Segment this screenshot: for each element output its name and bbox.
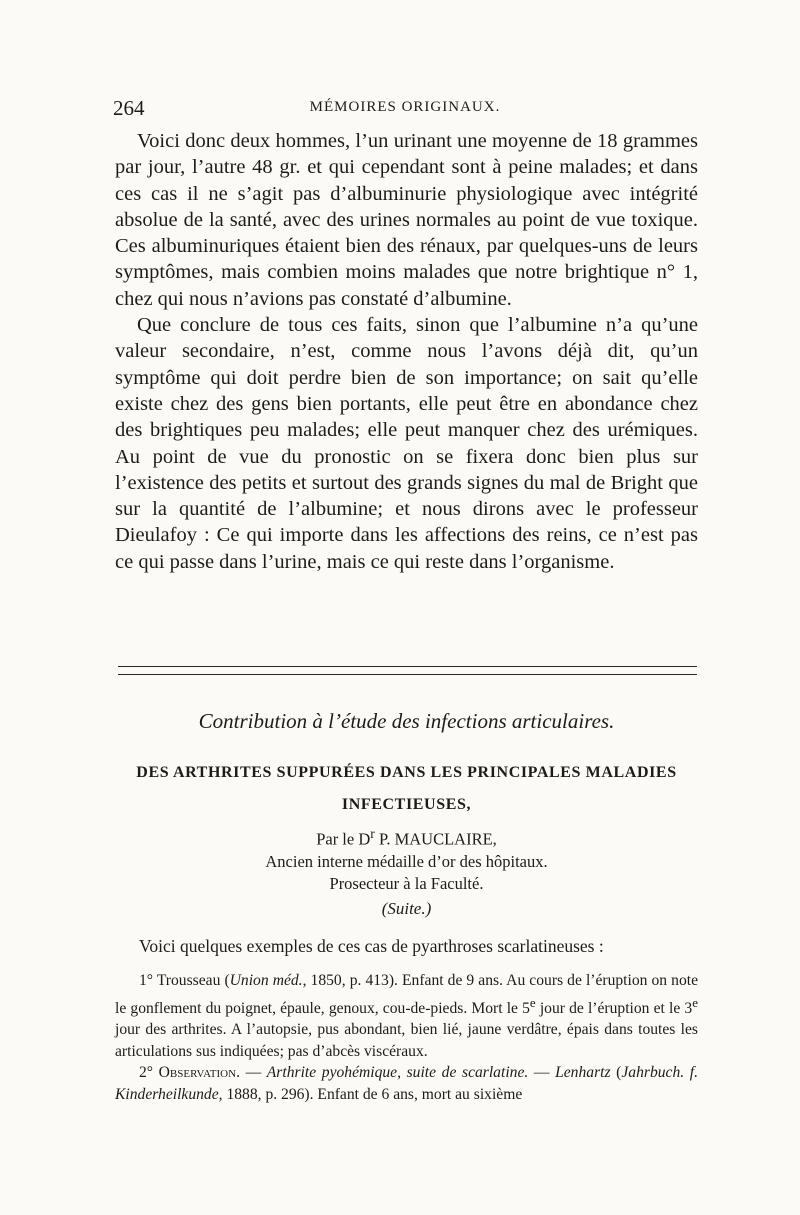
author-ref: Lenhartz bbox=[555, 1064, 611, 1082]
note-text: jour de l’éruption et le 3 bbox=[535, 999, 693, 1017]
heading-line: INFECTIEUSES, bbox=[341, 796, 472, 813]
observation-label: Observation. bbox=[153, 1064, 240, 1082]
note-number: 2° bbox=[139, 1064, 154, 1082]
author-line bbox=[115, 823, 698, 851]
intro-paragraph: Voici quelques exemples de ces cas de pyarthroses scarlatineuses : bbox=[139, 936, 604, 956]
note-text: — bbox=[239, 1064, 267, 1082]
journal-name: Jahrbuch. f. Kinderheilkunde, bbox=[115, 1064, 698, 1103]
note-text: jour des arthrites. A l’autopsie, pus abondant, bien lié, jaune verdâtre, épais dans toutes les articulations sus indiquées; pas d’abcès viscéraux. bbox=[115, 1021, 698, 1060]
author-byline bbox=[115, 823, 698, 895]
divider-rule bbox=[118, 666, 697, 667]
section-divider bbox=[118, 666, 697, 675]
page-number: 264 bbox=[113, 96, 145, 120]
paragraph: Voici donc deux hommes, l’un urinant une moyenne de 18 grammes par jour, l’autre 48 gr. et qui cependant sont à peine malades; et dans ces cas il ne s’agit pas d’albuminurie physiologique avec intégrité absolue de la santé, avec des urines normales au point de vue toxique. Ces albuminuriques étaient bien des rénaux, par quelques-uns de leurs symptômes, mais combien moins malades que notre brightique n° 1, chez qui nous n’avions pas constaté d’albumine. bbox=[115, 130, 698, 310]
case-note bbox=[115, 1062, 698, 1105]
note-text: Trousseau ( bbox=[153, 972, 230, 989]
article-title: Contribution à l’étude des infections articulaires. bbox=[198, 709, 615, 733]
note-text: — bbox=[528, 1064, 556, 1082]
heading-line: DES ARTHRITES SUPPURÉES DANS LES PRINCIPALES MALADIES bbox=[136, 764, 677, 781]
superscript: e bbox=[692, 994, 698, 1010]
continuation-marker: (Suite.) bbox=[381, 899, 432, 918]
case-note bbox=[115, 970, 698, 1062]
page-header bbox=[113, 96, 697, 122]
note-text: , 1850, p. 413). Enfant de 9 ans. Au cours de l’éruption on note le gonflement du poignet, épaule, genoux, cou-de-pieds. Mort le 5 bbox=[115, 972, 699, 1017]
paragraph: Que conclure de tous ces faits, sinon que l’albumine n’a qu’une valeur secondaire, n’est, comme nous l’avons déjà dit, qu’un symptôme qui doit perdre bien de son importance; on sait qu’elle existe chez des gens bien portants, elle peut être en abondance chez des brightiques peu malades; elle peut manquer chez des urémiques. Au point de vue du pronostic on se fixera donc bien plus sur l’existence des petits et surtout des grands signes du mal de Bright que sur la quantité de l’albumine; et nous dirons avec le professeur Dieulafoy : Ce qui importe dans les affections des reins, ce n’est pas ce qui passe dans l’urine, mais ce qui reste dans l’organisme. bbox=[115, 314, 698, 573]
case-title: Arthrite pyohémique, suite de scarlatine. bbox=[266, 1064, 529, 1082]
author-name: P. MAUCLAIRE, bbox=[374, 829, 497, 849]
author-prefix: Par le D bbox=[316, 829, 371, 849]
author-superscript: r bbox=[370, 826, 375, 841]
case-notes bbox=[115, 970, 698, 1105]
body-text bbox=[115, 128, 698, 575]
author-affiliation: Prosecteur à la Faculté. bbox=[329, 873, 484, 893]
note-text: 1888, p. 296). Enfant de 6 ans, mort au sixième bbox=[222, 1085, 523, 1103]
running-head: MÉMOIRES ORIGINAUX. bbox=[309, 99, 501, 115]
superscript: e bbox=[529, 994, 536, 1010]
divider-rule bbox=[118, 674, 697, 675]
note-text: ( bbox=[610, 1064, 622, 1082]
note-number: 1° bbox=[139, 972, 154, 989]
author-affiliation: Ancien interne médaille d’or des hôpitaux. bbox=[265, 851, 548, 871]
journal-name: Union méd. bbox=[229, 972, 303, 989]
article-heading bbox=[115, 757, 698, 821]
